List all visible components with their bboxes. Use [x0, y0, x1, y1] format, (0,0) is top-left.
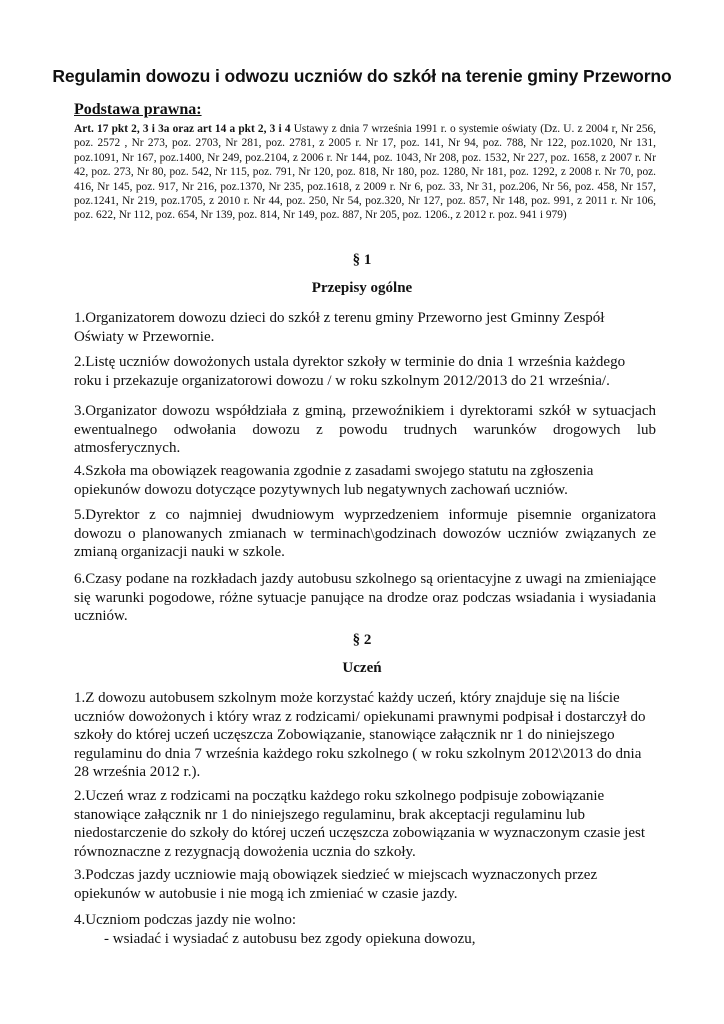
- section-2-paragraph-2: 2.Uczeń wraz z rodzicami na początku każdego roku szkolnego podpisuje zobowiązanie stanowiące załącznik nr 1 do niniejszego regulaminu, brak akceptacji regulaminu lub niedostarczenie do szkoły do której uczeń uczęszcza zobowiązania w wyznaczonym czasie jest równoznaczne z rezygnacją dowożenia ucznia do szkoły.: [74, 788, 645, 860]
- section-1-title: Przepisy ogólne: [311, 280, 413, 296]
- legal-basis-heading: Podstawa prawna:: [74, 101, 202, 118]
- section-2-paragraph-3: 3.Podczas jazdy uczniowie mają obowiązek siedzieć w miejscach wyznaczonych przez opiekunów w autobusie i nie mogą ich zmieniać w czasie jazdy.: [74, 867, 598, 902]
- section-2-subitem: - wsiadać i wysiadać z autobusu bez zgody opiekuna dowozu,: [104, 931, 476, 947]
- section-1-paragraph-5: 5.Dyrektor z co najmniej dwudniowym wyprzedzeniem informuje pisemnie organizatora dowozu o planowanych zmianach w terminach\godzinach dowozów uczniów związanych ze zmianą organizacji nauki w szkole.: [74, 507, 656, 560]
- section-1-number: § 1: [352, 252, 372, 268]
- section-2-number: § 2: [352, 632, 372, 648]
- section-2-paragraph-1: 1.Z dowozu autobusem szkolnym może korzystać każdy uczeń, który znajduje się na liście uczniów dowożonych i który wraz z rodzicami/ opiekunami prawnymi podpisał i dostarczył do szkoły do której uczeń uczęszcza Zobowiązanie, stanowiące załącznik nr 1 do niniejszego regulaminu do dnia 7 września każdego roku szkolnego ( w roku szkolnym 2012\2013 do dnia 28 września 2012 r.).: [74, 690, 646, 780]
- legal-basis-articles: Art. 17 pkt 2, 3 i 3a oraz art 14 a pkt 2, 3 i 4: [74, 123, 291, 135]
- section-1-paragraph-3: 3.Organizator dowozu współdziała z gminą, przewoźnikiem i dyrektorami szkół w sytuacjach ewentualnego odwołania dowozu z powodu trudnych warunków drogowych lub atmosferycznych.: [74, 403, 656, 456]
- section-1-paragraph-2: 2.Listę uczniów dowożonych ustala dyrektor szkoły w terminie do dnia 1 września każdego roku i przekazuje organizatorowi dowozu / w roku szkolnym 2012/2013 do 21 września/.: [74, 354, 626, 389]
- legal-basis-citation: Ustawy z dnia 7 września 1991 r. o systemie oświaty (Dz. U. z 2004 r, Nr 256, poz. 2572 , Nr 273, poz. 2703, Nr 281, poz. 2781, z 2005 r. Nr 17, poz. 141, Nr 94, poz. 788, Nr 122, poz.1020, Nr 131, poz.1091, Nr 167, poz.1400, Nr 249, poz.2104, z 2006 r. Nr 144, poz. 1043, Nr 208, poz. 1532, Nr 227, poz. 1658, z 2007 r. Nr 42, poz. 273, Nr 80, poz. 542, Nr 115, poz. 791, Nr 120, poz. 818, Nr 180, poz. 1280, Nr 181, poz. 1292, z 2008 r. Nr 70, poz. 416, Nr 145, poz. 917, Nr 216, poz.1370, Nr 235, poz.1618, z 2009 r. Nr 6, poz. 33, Nr 31, poz.206, Nr 56, poz. 458, Nr 157, poz.1241, Nr 219, poz.1705, z 2010 r. Nr 44, poz. 250, Nr 54, poz.320, Nr 127, poz. 857, Nr 148, poz. 991, z 2011 r. Nr 106, poz. 622, Nr 112, poz. 654, Nr 139, poz. 814, Nr 149, poz. 887, Nr 205, poz. 1206., z 2012 r. poz. 941 i 979): [74, 123, 656, 222]
- section-1-paragraph-6: 6.Czasy podane na rozkładach jazdy autobusu szkolnego są orientacyjne z uwagi na zmieniające się warunki pogodowe, różne sytuacje panujące na drodze oraz podczas wsiadania i wysiadania uczniów.: [74, 571, 656, 624]
- section-2-paragraph-4: 4.Uczniom podczas jazdy nie wolno:: [74, 912, 297, 928]
- document-title: Regulamin dowozu i odwozu uczniów do szkół na terenie gminy Przeworno: [52, 66, 672, 86]
- section-1-paragraph-4: 4.Szkoła ma obowiązek reagowania zgodnie z zasadami swojego statutu na zgłoszenia opiekunów dowozu dotyczące pozytywnych lub negatywnych zachowań uczniów.: [74, 463, 594, 498]
- legal-basis-text: [74, 122, 656, 223]
- section-2-title: Uczeń: [342, 660, 382, 676]
- section-1-paragraph-1: 1.Organizatorem dowozu dzieci do szkół z terenu gminy Przeworno jest Gminny Zespół Oświaty w Przewornie.: [74, 310, 605, 345]
